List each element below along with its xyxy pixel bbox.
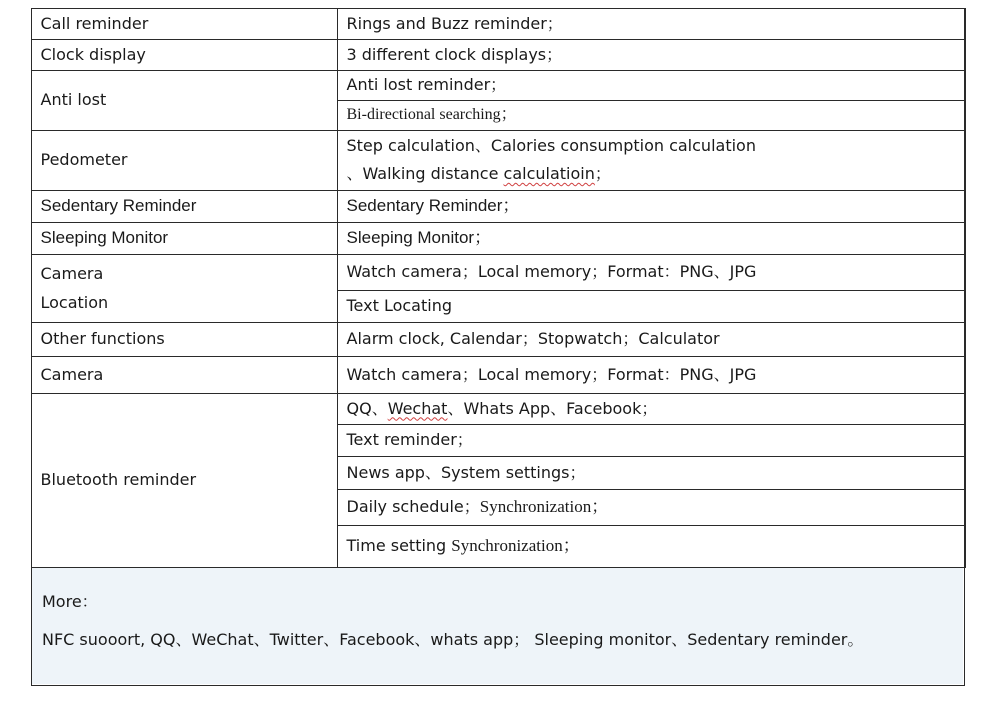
bluetooth-line-4-b: Synchronization；: [479, 497, 609, 516]
table-row-clock-display: [31, 39, 965, 70]
pedometer-line-2-suffix: ；: [594, 164, 611, 183]
table-row-anti-lost: [31, 70, 965, 100]
feature-label: Sleeping Monitor: [31, 222, 337, 254]
feature-description: Sleeping Monitor；: [337, 222, 965, 254]
feature-description: [337, 525, 965, 567]
feature-description: Sedentary Reminder；: [337, 190, 965, 222]
feature-description: Anti lost reminder；: [337, 70, 965, 100]
bluetooth-line-4-a: Daily schedule；: [346, 497, 480, 516]
feature-label: Call reminder: [31, 8, 337, 39]
feature-description: Text reminder；: [337, 424, 965, 456]
spellcheck-word: Wechat: [387, 398, 448, 418]
bluetooth-line-5-a: Time setting: [346, 536, 452, 555]
feature-label: Clock display: [31, 39, 337, 70]
feature-label: Pedometer: [31, 130, 337, 190]
feature-label: Camera: [31, 356, 337, 393]
feature-description: Bi-directional searching；: [337, 100, 965, 130]
pedometer-line-2: [347, 165, 965, 183]
feature-description: [337, 130, 965, 190]
feature-label: Bluetooth reminder: [31, 393, 337, 567]
bluetooth-line-5-b: Synchronization；: [451, 536, 580, 555]
pedometer-line-1: Step calculation、Calories consumption calculation: [346, 136, 756, 155]
feature-label: Anti lost: [31, 70, 337, 130]
feature-description: Watch camera；Local memory；Format：PNG、JPG: [337, 254, 965, 290]
table-row-other-functions: [31, 322, 965, 356]
table-row-call-reminder: [31, 8, 965, 39]
feature-description: [337, 393, 965, 424]
feature-description: News app、System settings；: [337, 456, 965, 489]
feature-description: Watch camera；Local memory；Format：PNG、JPG: [337, 356, 965, 393]
table-row-camera-location: [31, 254, 965, 290]
table-row-bluetooth-reminder: [31, 393, 965, 424]
feature-description: [337, 489, 965, 525]
pedometer-line-2-prefix: 、Walking distance: [346, 164, 504, 183]
feature-label-location: Location: [40, 292, 109, 312]
more-title: More：: [42, 592, 98, 611]
feature-description: 3 different clock displays；: [337, 39, 965, 70]
feature-label: [31, 254, 337, 322]
feature-label-camera: Camera: [40, 263, 104, 283]
feature-table: [31, 8, 966, 568]
spec-sheet: [31, 8, 965, 686]
bluetooth-line-1-suffix: 、Whats App、Facebook；: [447, 398, 658, 418]
table-row-pedometer: [31, 130, 965, 190]
bluetooth-line-1-prefix: QQ、: [346, 398, 388, 418]
table-row-sleeping-monitor: [31, 222, 965, 254]
feature-label: Sedentary Reminder: [31, 190, 337, 222]
feature-label: Other functions: [31, 322, 337, 356]
feature-description: Alarm clock, Calendar；Stopwatch；Calculator: [337, 322, 965, 356]
more-text: NFC suooort, QQ、WeChat、Twitter、Facebook、whats app； Sleeping monitor、Sedentary reminder。: [42, 630, 864, 649]
table-row-sedentary-reminder: [31, 190, 965, 222]
feature-description: Rings and Buzz reminder；: [337, 8, 965, 39]
feature-description: Text Locating: [337, 290, 965, 322]
more-section: [32, 568, 963, 684]
spellcheck-word: calculatioin: [503, 164, 595, 183]
table-row-camera: [31, 356, 965, 393]
